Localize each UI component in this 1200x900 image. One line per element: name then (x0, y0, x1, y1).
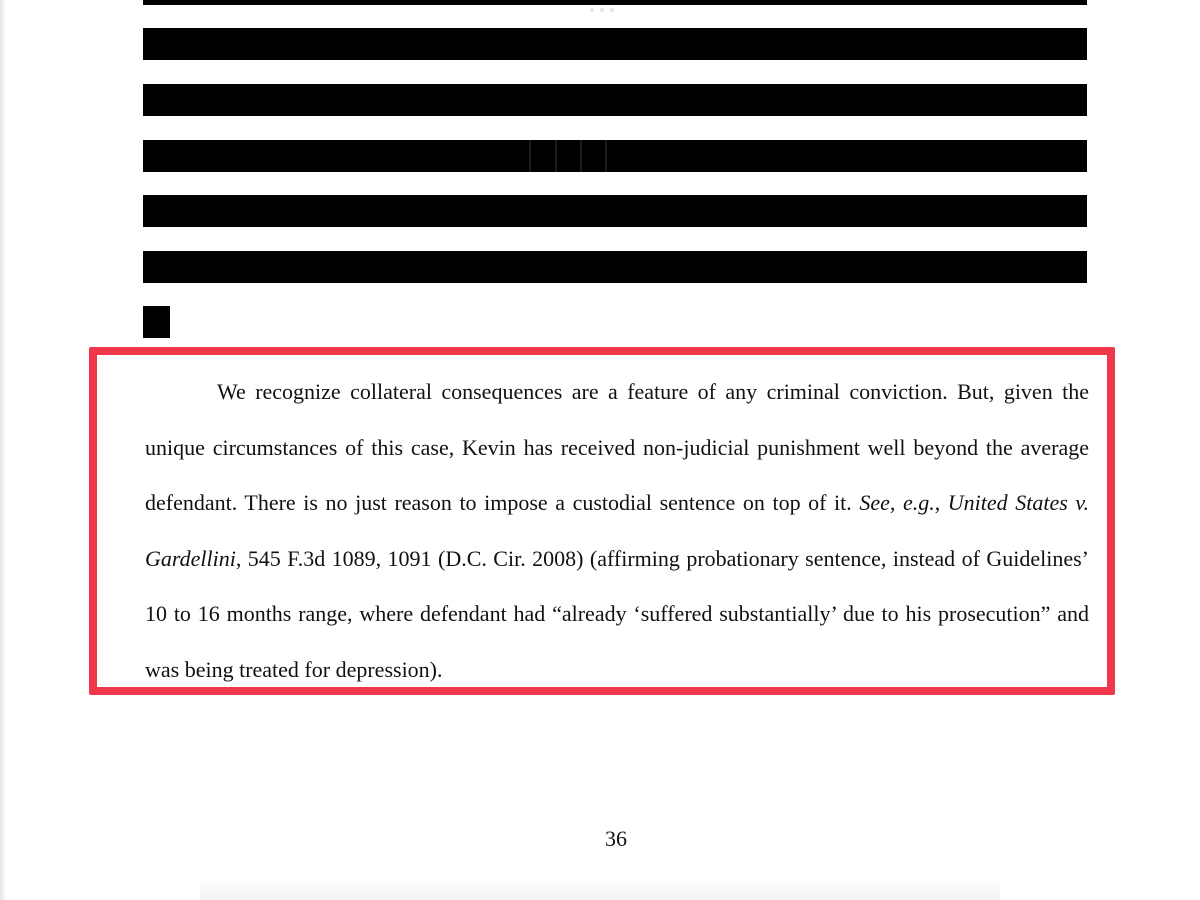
redaction-seam (605, 140, 607, 172)
redaction-bar (143, 0, 1087, 5)
redaction-bar (143, 84, 1087, 116)
page-bottom-shadow (200, 878, 1000, 900)
body-paragraph (145, 364, 1089, 698)
redaction-seam (555, 140, 557, 172)
page-edge-shadow (0, 0, 6, 900)
scan-artifact (590, 8, 614, 12)
paragraph-text: , (934, 490, 948, 516)
case-name: United States v. Gardellini (145, 490, 1090, 571)
redaction-bar (143, 251, 1087, 283)
paragraph-text: We recognize collateral consequences are a feature of any criminal conviction. But, given the unique circumstances of this case, Kevin has received non-judicial punishment well beyond the average defendant. There is no just reason to impose a custodial sentence on top of it. (145, 379, 1089, 516)
redaction-block (143, 306, 170, 338)
paragraph-text: , 545 F.3d 1089, 1091 (D.C. Cir. 2008) (affirming probationary sentence, instead of Guidelines’ 10 to 16 months range, where defendant had “already ‘suffered substantially’ due to his prosecution” and was being treated for depression). (145, 545, 1089, 682)
redaction-bar (143, 28, 1087, 60)
page-number: 36 (605, 826, 627, 851)
redaction-bar (143, 195, 1087, 227)
redaction-seam (529, 140, 531, 172)
citation-signal: See, e.g. (859, 490, 935, 516)
redaction-bar (143, 140, 1087, 172)
redaction-seam (580, 140, 582, 172)
